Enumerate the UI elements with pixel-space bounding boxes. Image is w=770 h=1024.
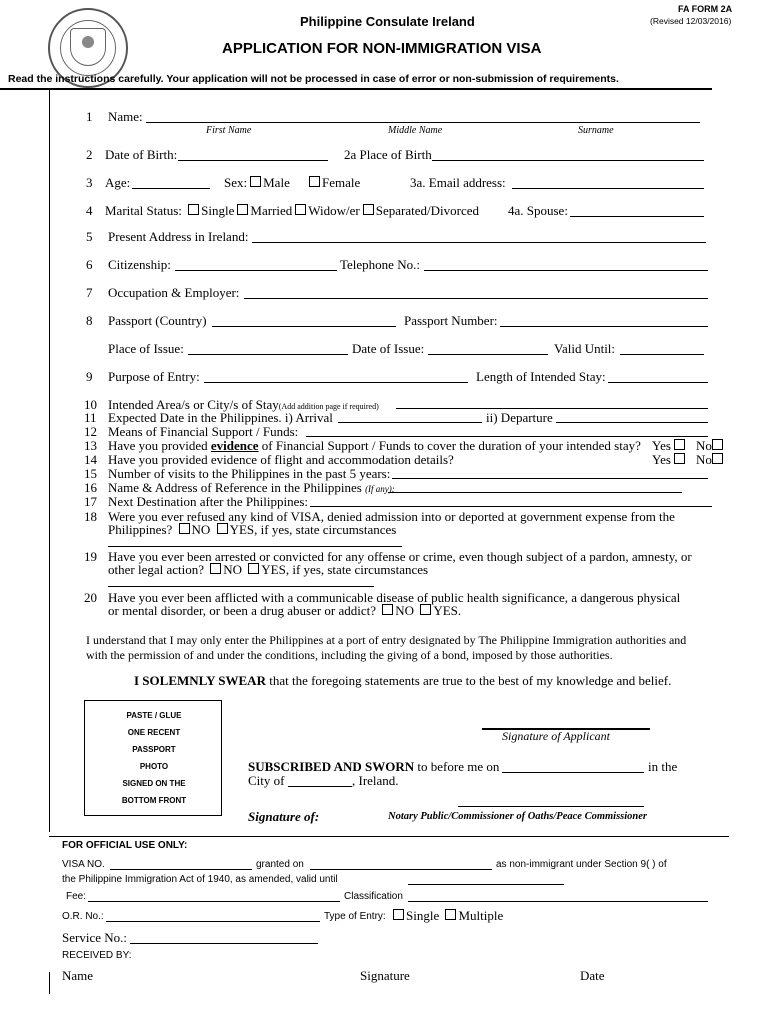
age-field[interactable] (132, 188, 210, 189)
means-label: Means of Financial Support / Funds: (108, 424, 299, 439)
swear-statement (134, 673, 671, 689)
place-issue-field[interactable] (188, 354, 348, 355)
q18-yes-checkbox[interactable] (217, 523, 228, 534)
female-label: Female (322, 175, 361, 190)
q20-yes-checkbox[interactable] (420, 604, 431, 615)
surname-label: Surname (578, 125, 614, 136)
visa-no-label: VISA NO. (62, 859, 105, 870)
or-no-label: O.R. No.: (62, 911, 104, 922)
pob-label: 2a Place of Birth (344, 147, 432, 162)
seal-sun (82, 36, 94, 48)
service-no-label: Service No.: (62, 930, 127, 945)
type-entry-label: Type of Entry: (324, 911, 386, 922)
q16-label: Name & Address of Reference in the Philippines (108, 480, 362, 495)
q15-text: Number of visits to the Philippines in the past 5 years: (108, 466, 391, 481)
email-label: 3a. Email address: (410, 175, 506, 190)
photo-text-6: BOTTOM FRONT (121, 796, 187, 805)
q16-field[interactable] (388, 492, 682, 493)
item-number: 9 (86, 369, 93, 384)
widow-label: Widow/er (308, 203, 360, 218)
q13-no-checkbox[interactable] (712, 439, 723, 450)
declaration-line2: with the permission of and under the conditions, including the giving of a bond, imposed by those authorities. (86, 648, 613, 662)
place-issue-label: Place of Issue: (108, 341, 184, 356)
email-field[interactable] (512, 188, 704, 189)
passport-number-label: Passport Number: (404, 313, 498, 328)
official-use-rule (49, 836, 729, 837)
q14-no-checkbox[interactable] (712, 453, 723, 464)
fee-label: Fee: (66, 891, 87, 902)
visa-no-field[interactable] (110, 869, 252, 870)
address-field[interactable] (252, 242, 706, 243)
granted-on-field[interactable] (310, 869, 492, 870)
photo-text-1: PASTE / GLUE (126, 711, 182, 720)
valid-until-label: Valid Until: (554, 341, 616, 356)
q18-line1: Were you ever refused any kind of VISA, denied admission into or deported at government expense from the (108, 509, 675, 524)
q14-text: Have you provided evidence of flight and accommodation details? (108, 452, 454, 467)
item-number: 13 (84, 438, 97, 453)
q19-line2 (108, 562, 428, 578)
item-number: 2 (86, 147, 93, 162)
telephone-label: Telephone No.: (340, 257, 420, 272)
q19-no-checkbox[interactable] (210, 563, 221, 574)
q19-yes-checkbox[interactable] (248, 563, 259, 574)
photo-text-4: PHOTO (139, 762, 169, 771)
q13-evidence: evidence (210, 438, 259, 453)
form-number: FA FORM 2A (678, 4, 733, 14)
q14-yes (652, 452, 687, 468)
item-number: 17 (84, 494, 97, 509)
occupation-field[interactable] (244, 298, 708, 299)
female-checkbox[interactable] (309, 176, 320, 187)
citizenship-label: Citizenship: (108, 257, 171, 272)
first-name-label: First Name (206, 125, 252, 136)
means-field[interactable] (306, 436, 708, 437)
form-title: APPLICATION FOR NON-IMMIGRATION VISA (222, 40, 542, 57)
item-number: 20 (84, 590, 97, 605)
item-number: 6 (86, 257, 93, 272)
age-label: Age: (105, 175, 131, 190)
applicant-signature-label: Signature of Applicant (502, 729, 610, 743)
swear-bold: I SOLEMNLY SWEAR (134, 673, 266, 688)
arrival-field[interactable] (338, 422, 482, 423)
city-of-label: City of (248, 773, 285, 788)
separated-label: Separated/Divorced (375, 203, 479, 218)
multiple-entry-label: Multiple (458, 908, 504, 923)
received-by-label: RECEIVED BY: (62, 950, 132, 961)
area-field[interactable] (396, 408, 708, 409)
q16-note: (If any): (365, 484, 395, 494)
q20-line1: Have you ever been afflicted with a communicable disease of public health significance, a dangerous physical (108, 590, 681, 605)
arrival-label: Expected Date in the Philippines. i) Arrival (108, 410, 333, 425)
address-label: Present Address in Ireland: (108, 229, 249, 244)
item-number: 5 (86, 229, 93, 244)
length-field[interactable] (608, 382, 708, 383)
no-label: No (696, 438, 712, 453)
yes-state-label: YES, if yes, state circumstances (229, 522, 397, 537)
yes-state-label: YES, if yes, state circumstances (261, 562, 429, 577)
length-label: Length of Intended Stay: (476, 369, 606, 384)
swear-rest: that the foregoing statements are true to the best of my knowledge and belief. (265, 673, 672, 688)
received-name-label: Name (62, 968, 94, 983)
passport-country-label: Passport (Country) (108, 313, 207, 328)
q13-part1: Have you provided (108, 438, 211, 453)
pob-field[interactable] (432, 160, 704, 161)
valid-until-official-field[interactable] (408, 884, 564, 885)
non-immigrant-label: as non-immigrant under Section 9( ) of (496, 859, 667, 870)
passport-country-field[interactable] (212, 326, 396, 327)
or-no-field[interactable] (106, 921, 320, 922)
item-number: 15 (84, 466, 97, 481)
received-signature-label: Signature (360, 968, 410, 983)
item-number: 14 (84, 452, 97, 467)
granted-on-label: granted on (256, 859, 304, 870)
item-number: 7 (86, 285, 93, 300)
declaration-line1: I understand that I may only enter the Philippines at a port of entry designated by The Philippine Immigration authorities and (86, 633, 687, 647)
item-number: 8 (86, 313, 93, 328)
middle-name-label: Middle Name (388, 125, 443, 136)
name-field[interactable] (146, 122, 700, 123)
header-rule (0, 88, 712, 90)
immigration-act-label: the Philippine Immigration Act of 1940, as amended, valid until (62, 874, 338, 885)
no-label: NO (223, 562, 243, 577)
photo-box[interactable] (84, 700, 222, 816)
departure-label: ii) Departure (486, 410, 553, 425)
purpose-label: Purpose of Entry: (108, 369, 200, 384)
separated-checkbox[interactable] (363, 204, 374, 215)
no-label: NO (191, 522, 211, 537)
q14-no (696, 452, 725, 468)
notary-signature-field[interactable] (458, 806, 644, 807)
male-label: Male (263, 175, 290, 190)
q15-field[interactable] (392, 478, 708, 479)
service-no-field[interactable] (130, 943, 318, 944)
ireland-label: , Ireland. (352, 773, 399, 788)
item-number: 4 (86, 203, 93, 218)
telephone-field[interactable] (424, 270, 708, 271)
single-checkbox[interactable] (188, 204, 199, 215)
single-entry-label: Single (406, 908, 440, 923)
q20-line2 (108, 603, 461, 619)
notary-label: Notary Public/Commissioner of Oaths/Peace Commissioner (388, 811, 648, 822)
item-number: 3 (86, 175, 93, 190)
yes-label: YES. (433, 603, 462, 618)
fee-field[interactable] (88, 901, 340, 902)
valid-until-field[interactable] (620, 354, 704, 355)
yes-label: Yes (652, 452, 671, 467)
q13-yes-checkbox[interactable] (674, 439, 685, 450)
q14-yes-checkbox[interactable] (674, 453, 685, 464)
name-label: Name: (108, 109, 143, 124)
spouse-label: 4a. Spouse: (508, 203, 568, 218)
classification-label: Classification (344, 891, 403, 902)
q19-line1: Have you ever been arrested or convicted for any offense or crime, even though subject of a pardon, amnesty, or (108, 549, 692, 564)
official-use-header: FOR OFFICIAL USE ONLY: (62, 840, 188, 851)
item-number: 10 (84, 397, 97, 412)
item-number: 1 (86, 109, 93, 124)
married-label: Married (250, 203, 293, 218)
item-number: 16 (84, 480, 97, 495)
item-number: 11 (84, 410, 97, 425)
consulate-name: Philippine Consulate Ireland (300, 14, 475, 29)
married-checkbox[interactable] (237, 204, 248, 215)
single-label: Single (201, 203, 235, 218)
item-number: 19 (84, 549, 97, 564)
citizenship-field[interactable] (175, 270, 337, 271)
q17-text: Next Destination after the Philippines: (108, 494, 309, 509)
area-text: Intended Area/s or City/s of Stay (108, 397, 279, 412)
q18-philippines: Philippines? (108, 522, 173, 537)
spouse-field[interactable] (570, 216, 704, 217)
in-the-label: in the (648, 759, 678, 774)
q18-line2 (108, 522, 396, 538)
item-number: 12 (84, 424, 97, 439)
sex-group (224, 175, 290, 191)
signature-of-label: Signature of: (248, 809, 320, 824)
male-checkbox[interactable] (250, 176, 261, 187)
photo-text-3: PASSPORT (132, 745, 176, 754)
departure-field[interactable] (556, 422, 708, 423)
photo-text-5: SIGNED ON THE (122, 779, 186, 788)
q17-field[interactable] (310, 506, 712, 507)
received-date-label: Date (580, 968, 605, 983)
entry-type-group (390, 908, 503, 924)
area-note: (Add addition page if required) (278, 402, 379, 411)
date-issue-field[interactable] (428, 354, 548, 355)
multiple-entry-checkbox[interactable] (445, 909, 456, 920)
q19-legal: other legal action? (108, 562, 205, 577)
yes-label: Yes (652, 438, 671, 453)
left-margin-rule-bottom (49, 972, 50, 994)
item-number: 18 (84, 509, 97, 524)
q20-no-checkbox[interactable] (382, 604, 393, 615)
widow-checkbox[interactable] (295, 204, 306, 215)
classification-field[interactable] (408, 901, 708, 902)
passport-number-field[interactable] (500, 326, 708, 327)
no-label: No (696, 452, 712, 467)
instructions: Read the instructions carefully. Your application will not be processed in case of error or non-submission of requirements. (8, 73, 619, 85)
revised-date: (Revised 12/03/2016) (650, 16, 732, 26)
photo-text-2: ONE RECENT (127, 728, 181, 737)
q19-circumstances-field[interactable] (108, 586, 374, 587)
dob-field[interactable] (178, 160, 328, 161)
sworn-date-field[interactable] (502, 772, 644, 773)
dob-label: Date of Birth: (105, 147, 178, 162)
date-issue-label: Date of Issue: (352, 341, 425, 356)
marital-group (105, 203, 479, 219)
no-label: NO (395, 603, 415, 618)
marital-label: Marital Status: (105, 203, 182, 218)
single-entry-checkbox[interactable] (393, 909, 404, 920)
purpose-field[interactable] (204, 382, 468, 383)
subscribed-bold: SUBSCRIBED AND SWORN (248, 759, 415, 774)
q13-part2: of Financial Support / Funds to cover the duration of your intended stay? (258, 438, 641, 453)
occupation-label: Occupation & Employer: (108, 285, 240, 300)
q18-no-checkbox[interactable] (179, 523, 190, 534)
q18-circumstances-field[interactable] (108, 546, 402, 547)
subscribed-rest: to before me on (414, 759, 500, 774)
q20-text: or mental disorder, or been a drug abuser or addict? (108, 603, 377, 618)
sex-label: Sex: (224, 175, 248, 190)
left-margin-rule (49, 90, 50, 832)
city-field[interactable] (288, 786, 352, 787)
female-group (306, 175, 360, 191)
